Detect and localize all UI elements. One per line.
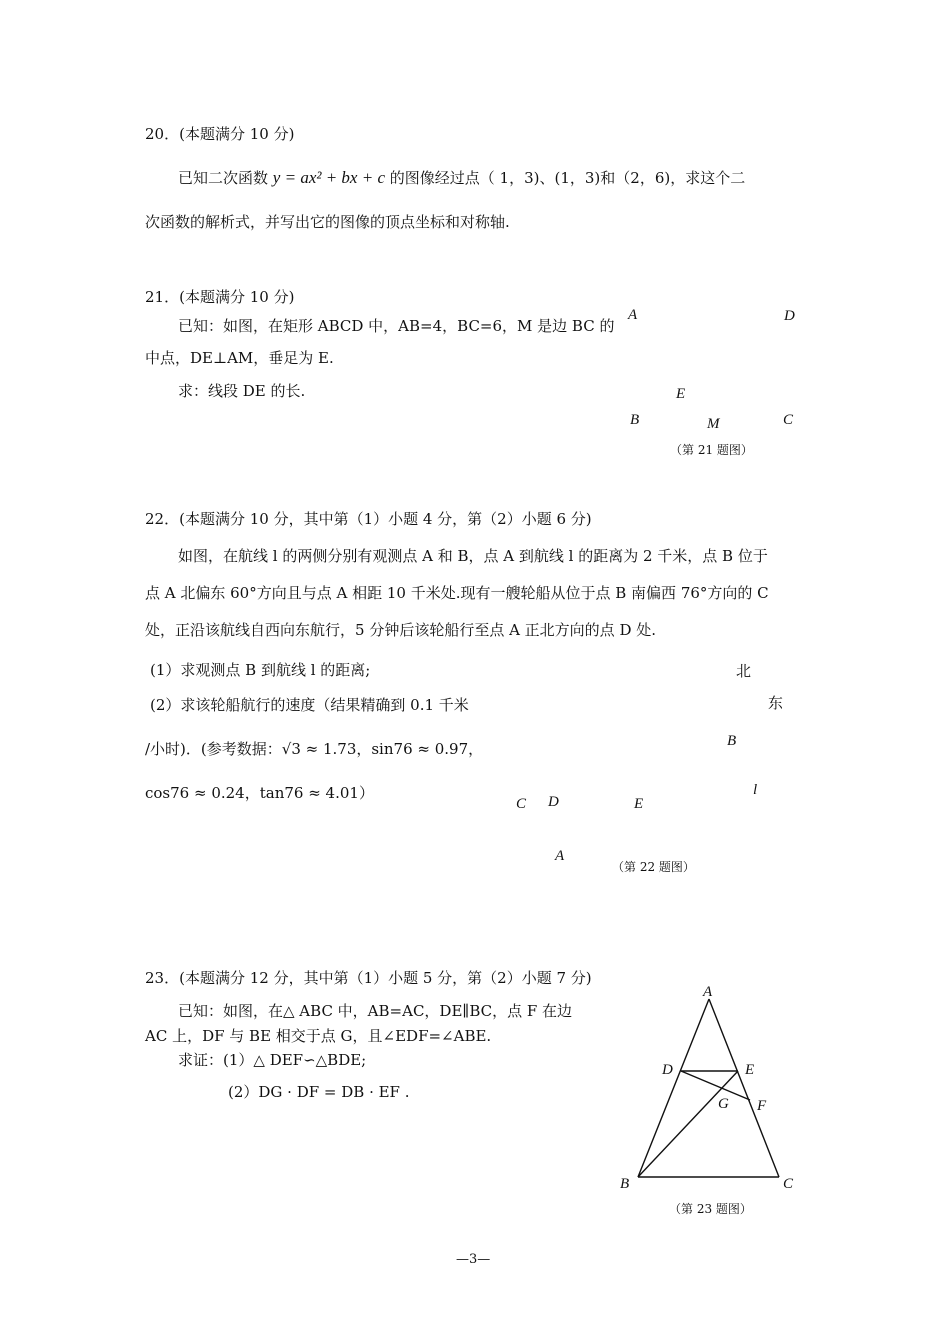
q23-line1: 已知：如图，在△ ABC 中，AB=AC，DE∥BC，点 F 在边 bbox=[178, 1002, 573, 1020]
q22-label-a: A bbox=[555, 848, 565, 864]
q22-line6: /小时)．(参考数据：√3 ≈ 1.73，sin76 ≈ 0.97， bbox=[145, 740, 484, 758]
q22-label-e: E bbox=[634, 796, 644, 812]
q21-caption: （第 21 题图） bbox=[670, 443, 753, 457]
q22-label-c: C bbox=[516, 796, 527, 812]
q21-line2: 中点，DE⊥AM，垂足为 E. bbox=[145, 349, 334, 367]
q23-label-f: F bbox=[757, 1098, 767, 1114]
q21-line1: 已知：如图，在矩形 ABCD 中，AB=4，BC=6，M 是边 BC 的 bbox=[178, 317, 615, 335]
q20-line1-post: 的图像经过点（ 1，3)、(1，3)和（2，6)，求这个二 bbox=[389, 169, 746, 187]
q21-label-a: A bbox=[628, 307, 638, 323]
q20-line1-pre: 已知二次函数 bbox=[178, 169, 269, 187]
q23-label-a: A bbox=[703, 984, 713, 1000]
q23-label-c: C bbox=[783, 1176, 794, 1192]
q23-label-d: D bbox=[662, 1062, 673, 1078]
q23-segment-be bbox=[638, 1071, 738, 1177]
q23-caption: （第 23 题图） bbox=[669, 1202, 752, 1216]
q22-label-north: 北 bbox=[736, 662, 752, 680]
q22-label-east: 东 bbox=[768, 694, 784, 712]
q22-line1: 如图，在航线 l 的两侧分别有观测点 A 和 B，点 A 到航线 l 的距离为 2 千米，点 B 位于 bbox=[178, 547, 768, 565]
q23-label-b: B bbox=[620, 1176, 630, 1192]
q20-heading: 20．(本题满分 10 分) bbox=[145, 125, 295, 143]
q21-label-d: D bbox=[784, 308, 795, 324]
q23-heading: 23．(本题满分 12 分，其中第（1）小题 5 分，第（2）小题 7 分) bbox=[145, 969, 592, 987]
q22-line3: 处，正沿该航线自西向东航行，5 分钟后该轮船行至点 A 正北方向的点 D 处. bbox=[145, 621, 657, 639]
q22-line7: cos76 ≈ 0.24，tan76 ≈ 4.01） bbox=[145, 784, 374, 802]
q22-line4: (1）求观测点 B 到航线 l 的距离; bbox=[150, 661, 371, 679]
q23-segment-ab bbox=[638, 999, 709, 1177]
page-number: —3— bbox=[456, 1252, 491, 1267]
q21-line3: 求：线段 DE 的长. bbox=[178, 382, 306, 400]
q22-label-b: B bbox=[727, 733, 737, 749]
q23-line3: 求证：(1）△ DEF∽△BDE; bbox=[178, 1051, 367, 1069]
q21-label-e: E bbox=[676, 386, 686, 402]
q22-line2: 点 A 北偏东 60°方向且与点 A 相距 10 千米处.现有一艘轮船从位于点 B 南偏西 76°方向的 C bbox=[145, 584, 769, 602]
q20-line2: 次函数的解析式，并写出它的图像的顶点坐标和对称轴. bbox=[145, 213, 510, 231]
q21-label-b: B bbox=[630, 412, 640, 428]
q21-label-m: M bbox=[707, 416, 720, 432]
q22-label-l: l bbox=[753, 782, 758, 798]
q22-line5: (2）求该轮船航行的速度（结果精确到 0.1 千米 bbox=[150, 696, 469, 714]
q23-segment-ac bbox=[709, 999, 779, 1177]
q23-line4: (2）DG · DF = DB · EF . bbox=[228, 1083, 410, 1101]
q23-label-g: G bbox=[718, 1096, 729, 1112]
q22-heading: 22．(本题满分 10 分，其中第（1）小题 4 分，第（2）小题 6 分) bbox=[145, 510, 592, 528]
q23-label-e: E bbox=[745, 1062, 755, 1078]
q21-label-c: C bbox=[783, 412, 794, 428]
q23-line2: AC 上，DF 与 BE 相交于点 G，且∠EDF=∠ABE. bbox=[145, 1027, 492, 1045]
q22-label-d: D bbox=[548, 794, 559, 810]
q20-formula: y = ax² + bx + c bbox=[272, 168, 385, 187]
q21-heading: 21．(本题满分 10 分) bbox=[145, 288, 295, 306]
q22-caption: （第 22 题图） bbox=[612, 860, 695, 874]
